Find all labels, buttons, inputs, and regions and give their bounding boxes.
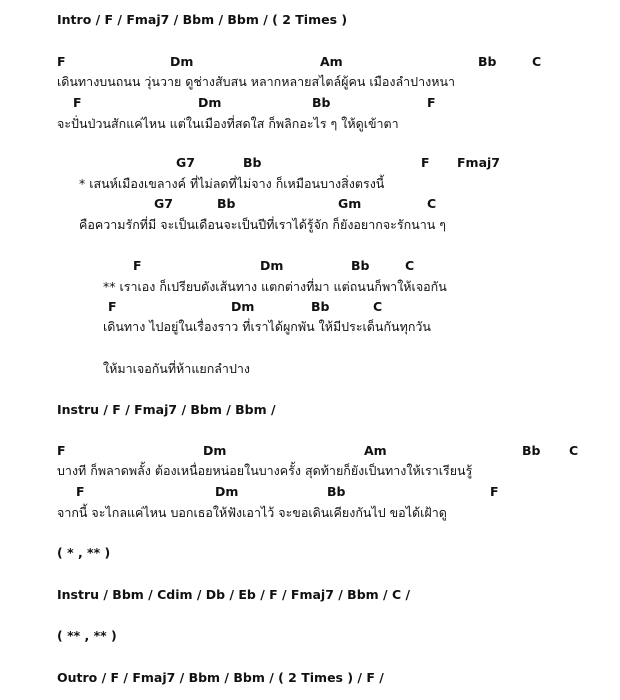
chord: G7 [154,196,173,211]
chord: Dm [215,484,239,499]
lyric-line: * เสนห์เมืองเขลางค์ ที่ไม่ลดที่ไม่จาง ก็เหมือนบางสิ่งตรงนี้ [79,176,385,191]
repeat-line: ( * , ** ) [57,545,111,560]
chord: Bb [478,54,497,69]
chord: Dm [260,258,284,273]
lyric-line: เดินทางบนถนน วุ่นวาย ดูช่างสับสน หลากหลายสไตล์ผู้คน เมืองลำปางหนา [57,74,456,89]
chord: F [490,484,499,499]
lyric-line: บางที ก็พลาดพลั้ง ต้องเหนื่อยหน่อยในบางครั้ง สุดท้ายก็ยังเป็นทางให้เราเรียนรู้ [57,463,473,478]
chord: F [427,95,436,110]
repeat-line: ( ** , ** ) [57,628,117,643]
chord: Am [364,443,387,458]
lyric-line: ให้มาเจอกันที่ห้าแยกลำปาง [103,361,251,376]
chord: Dm [198,95,222,110]
chord: Bb [311,299,330,314]
intro-line: Intro / F / Fmaj7 / Bbm / Bbm / ( 2 Times ) [57,12,348,27]
chord: Dm [231,299,255,314]
chord: C [427,196,437,211]
chord: Dm [170,54,194,69]
chord: C [569,443,579,458]
lyric-line: ** เราเอง ก็เปรียบดังเส้นทาง แตกต่างที่มา แต่ถนนก็พาให้เจอกัน [103,279,447,294]
chord: Bb [312,95,331,110]
chord: C [373,299,383,314]
instru-line: Instru / F / Fmaj7 / Bbm / Bbm / [57,402,276,417]
chord: Fmaj7 [457,155,500,170]
lyric-line: คือความรักที่มี จะเป็นเดือนจะเป็นปีที่เราได้รู้จัก ก็ยังอยากจะรักนาน ๆ [79,217,446,232]
chord: C [405,258,415,273]
chord: Bb [217,196,236,211]
lyric-line: เดินทาง ไปอยู่ในเรื่องราว ที่เราได้ผูกพัน ให้มีประเด็นกันทุกวัน [103,319,431,334]
chord: F [57,54,66,69]
chord: G7 [176,155,195,170]
instru-line: Instru / Bbm / Cdim / Db / Eb / F / Fmaj7 / Bbm / C / [57,587,411,602]
chord: Bb [243,155,262,170]
outro-line: Outro / F / Fmaj7 / Bbm / Bbm / ( 2 Times ) / F / [57,670,384,685]
chord: F [108,299,117,314]
chord: F [421,155,430,170]
chord: Bb [327,484,346,499]
lyric-line: จะปั่นป่วนสักแค่ไหน แต่ในเมืองที่สดใส ก็พลิกอะไร ๆ ให้ดูเข้าตา [57,116,399,131]
chord: Bb [522,443,541,458]
chord: Bb [351,258,370,273]
chord: Am [320,54,343,69]
chord: Gm [338,196,362,211]
chord: C [532,54,542,69]
chord: Dm [203,443,227,458]
chord: F [73,95,82,110]
chord: F [57,443,66,458]
chord: F [133,258,142,273]
chord: F [76,484,85,499]
lyric-line: จากนี้ จะไกลแค่ไหน บอกเธอให้ฟังเอาไว้ จะขอเดินเคียงกันไป ขอได้เฝ้าดู [57,505,447,520]
